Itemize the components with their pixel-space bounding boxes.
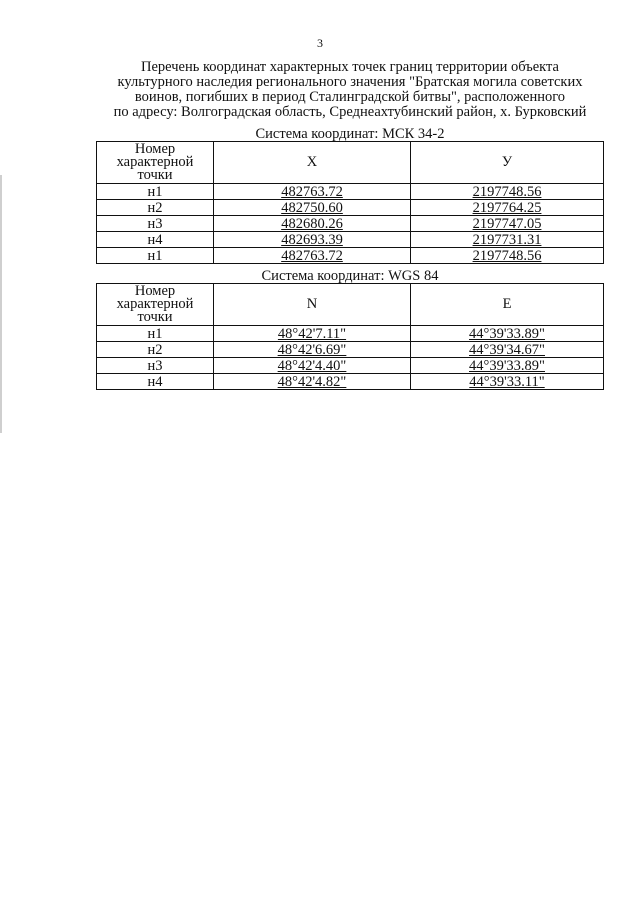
header-point-number: Номер характерной точки <box>97 142 214 184</box>
cell-coord-1: 48°42'6.69" <box>214 342 411 358</box>
cell-coord-2: 2197764.25 <box>411 200 604 216</box>
table-row <box>97 216 604 232</box>
cell-coord-2: 44°39'33.89" <box>411 326 604 342</box>
header-n: N <box>214 284 411 326</box>
cell-coord-1: 482680.26 <box>214 216 411 232</box>
coordinates-table-wgs84 <box>96 283 604 390</box>
table-row <box>97 342 604 358</box>
table-row <box>97 358 604 374</box>
cell-coord-2: 2197731.31 <box>411 232 604 248</box>
cell-point: н1 <box>97 248 214 264</box>
page-number: 3 <box>317 36 323 50</box>
cell-point: н4 <box>97 374 214 390</box>
table-row <box>97 184 604 200</box>
cell-coord-1: 482693.39 <box>214 232 411 248</box>
table-row <box>97 200 604 216</box>
header-x: X <box>214 142 411 184</box>
cell-point: н3 <box>97 216 214 232</box>
cell-point: н3 <box>97 358 214 374</box>
cell-coord-1: 482763.72 <box>214 184 411 200</box>
table1-caption: Система координат: МСК 34-2 <box>255 126 445 142</box>
cell-coord-1: 48°42'7.11" <box>214 326 411 342</box>
cell-coord-2: 44°39'33.89" <box>411 358 604 374</box>
table-row <box>97 248 604 264</box>
table-header-row <box>97 284 604 326</box>
cell-coord-1: 48°42'4.82" <box>214 374 411 390</box>
cell-point: н2 <box>97 200 214 216</box>
cell-coord-2: 2197748.56 <box>411 248 604 264</box>
table-header-row <box>97 142 604 184</box>
cell-coord-2: 44°39'33.11" <box>411 374 604 390</box>
scan-edge-mark <box>0 175 2 433</box>
header-y: У <box>411 142 604 184</box>
cell-point: н4 <box>97 232 214 248</box>
header-point-number: Номер характерной точки <box>97 284 214 326</box>
title-line-1: Перечень координат характерных точек границ территории объекта <box>141 59 559 75</box>
cell-point: н1 <box>97 326 214 342</box>
title-line-3: воинов, погибших в период Сталинградской битвы", расположенного <box>134 89 566 105</box>
document-title <box>96 60 604 120</box>
table2-caption: Система координат: WGS 84 <box>261 268 439 284</box>
table-row <box>97 326 604 342</box>
table-row <box>97 374 604 390</box>
header-e: E <box>411 284 604 326</box>
coordinates-table-msk <box>96 141 604 264</box>
table-row <box>97 232 604 248</box>
title-line-2: культурного наследия регионального значения "Братская могила советских <box>117 74 583 90</box>
cell-point: н1 <box>97 184 214 200</box>
cell-point: н2 <box>97 342 214 358</box>
cell-coord-1: 48°42'4.40" <box>214 358 411 374</box>
cell-coord-2: 44°39'34.67" <box>411 342 604 358</box>
cell-coord-2: 2197748.56 <box>411 184 604 200</box>
cell-coord-2: 2197747.05 <box>411 216 604 232</box>
cell-coord-1: 482763.72 <box>214 248 411 264</box>
title-line-4: по адресу: Волгоградская область, Среднеахтубинский район, х. Бурковский <box>113 104 587 120</box>
cell-coord-1: 482750.60 <box>214 200 411 216</box>
